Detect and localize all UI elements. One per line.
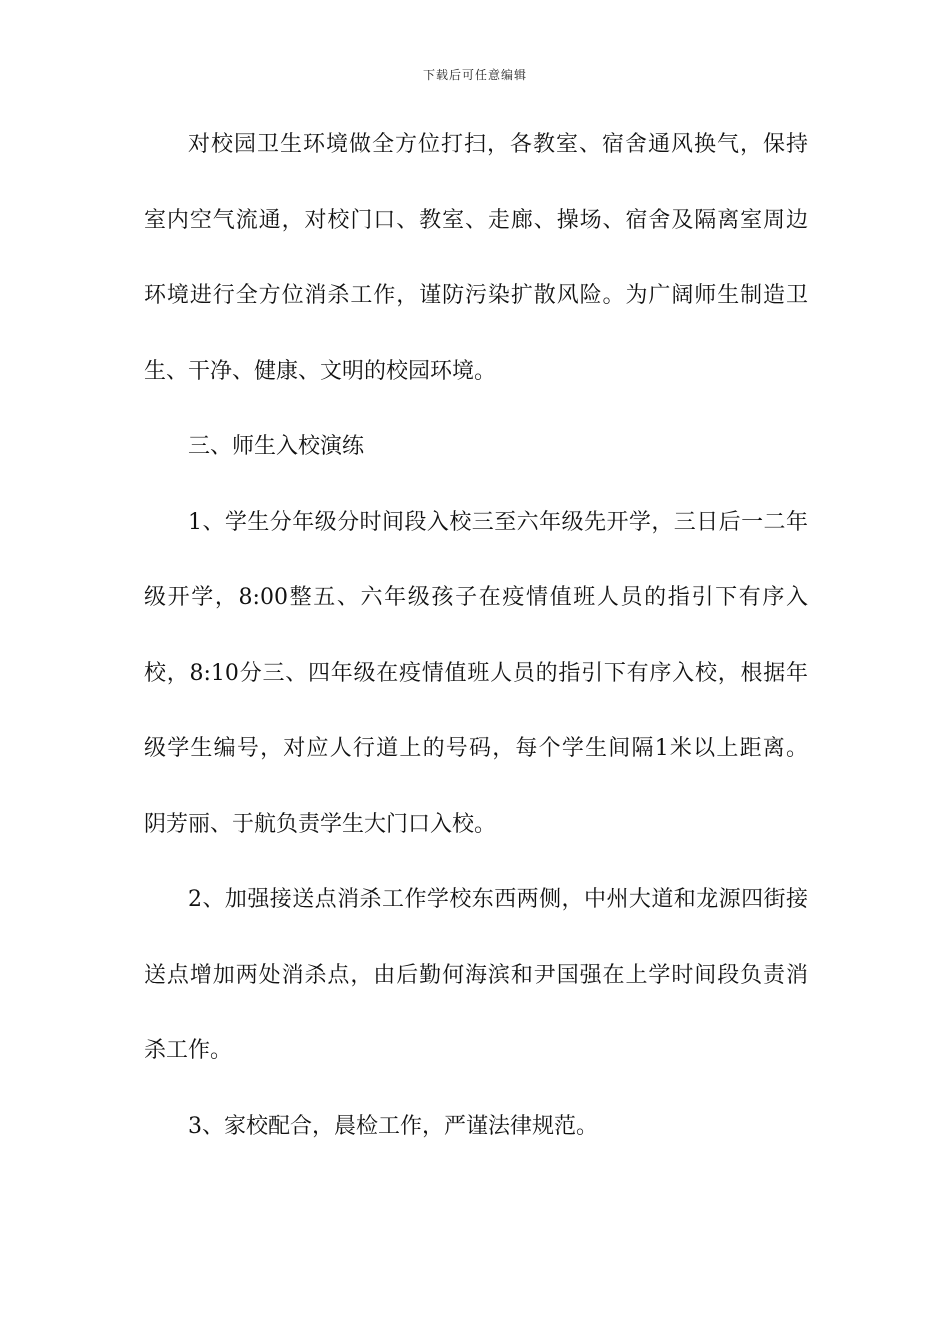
paragraph-line: 1、学生分年级分时间段入校三至六年级先开学，三日后一二年 [188, 509, 808, 535]
paragraph-line: 3、家校配合，晨检工作，严谨法律规范。 [188, 1113, 598, 1139]
paragraph-line: 阴芳丽、于航负责学生大门口入校。 [144, 811, 497, 837]
page-header-note: 下载后可任意编辑 [422, 68, 527, 82]
paragraph-line: 对校园卫生环境做全方位打扫，各教室、宿舍通风换气，保持 [188, 132, 808, 157]
section-heading: 三、师生入校演练 [188, 434, 365, 459]
paragraph-line: 级开学，8:00整五、六年级孩子在疫情值班人员的指引下有序入 [144, 585, 808, 610]
paragraph-line: 级学生编号，对应人行道上的号码，每个学生间隔1米以上距离。 [144, 736, 808, 761]
document-body [144, 120, 808, 1177]
paragraph-line: 送点增加两处消杀点，由后勤何海滨和尹国强在上学时间段负责消 [144, 962, 808, 988]
paragraph-line: 校，8:10分三、四年级在疫情值班人员的指引下有序入校，根据年 [144, 660, 808, 686]
paragraph-line: 环境进行全方位消杀工作，谨防污染扩散风险。为广阔师生制造卫 [144, 283, 808, 308]
paragraph-line: 生、干净、健康、文明的校园环境。 [144, 358, 497, 384]
paragraph-line: 室内空气流通，对校门口、教室、走廊、操场、宿舍及隔离室周边 [144, 207, 808, 233]
paragraph-line: 2、加强接送点消杀工作学校东西两侧，中州大道和龙源四街接 [188, 887, 808, 912]
paragraph-line: 杀工作。 [144, 1038, 233, 1063]
